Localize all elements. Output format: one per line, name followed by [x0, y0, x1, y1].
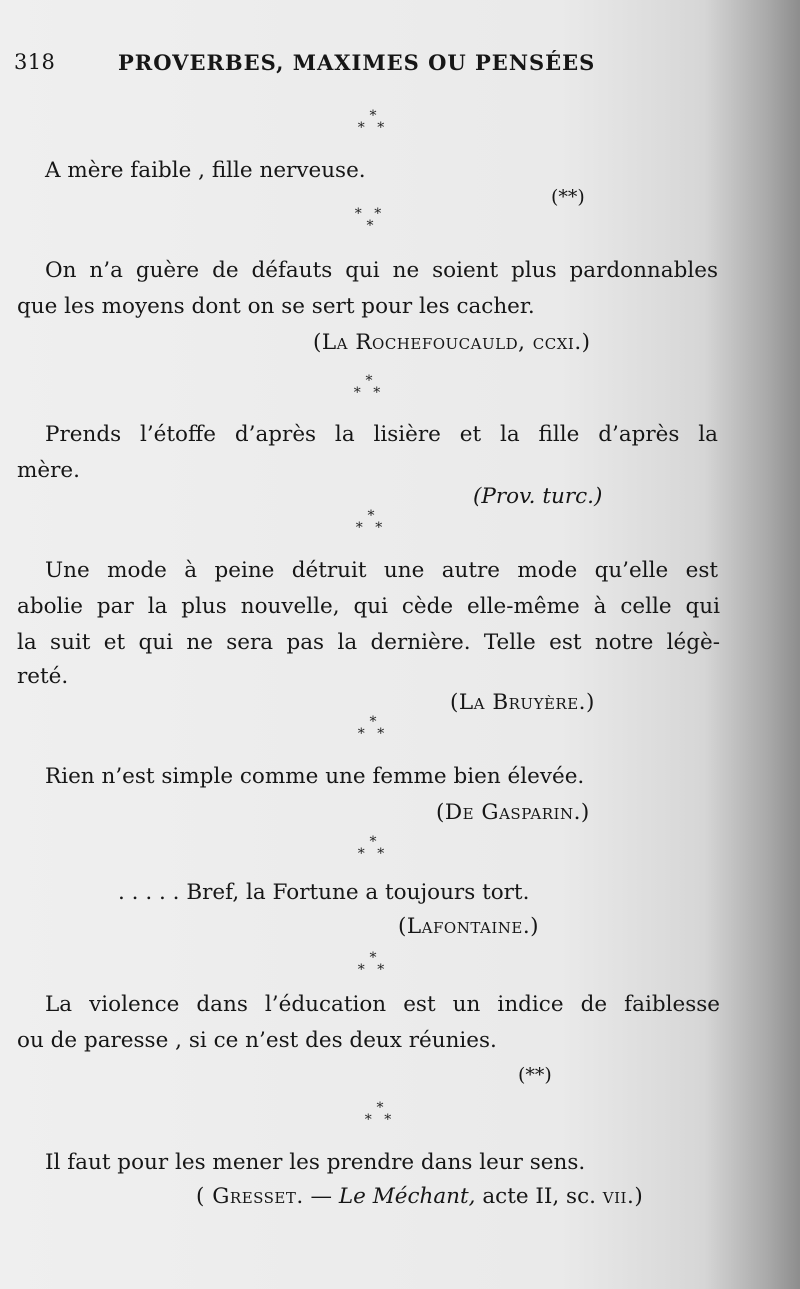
- asterism-ornament: * * *: [357, 834, 389, 862]
- maxim-line: ou de paresse , si ce n’est des deux réunies.: [17, 1028, 497, 1053]
- maxim-line: reté.: [17, 664, 69, 689]
- attribution: (**): [518, 1064, 552, 1086]
- attribution: (**): [551, 186, 585, 208]
- asterism-ornament: * * *: [357, 714, 389, 742]
- attribution: (Prov. turc.): [473, 484, 603, 509]
- maxim-line: Il faut pour les mener les prendre dans leur sens.: [45, 1150, 586, 1175]
- running-title: PROVERBES, MAXIMES OU PENSÉES: [118, 50, 596, 75]
- attribution: (De Gasparin.): [436, 800, 590, 825]
- attribution: ( Gresset. — Le Méchant, acte II, sc. vii.): [196, 1184, 644, 1209]
- page-number: 318: [14, 50, 56, 74]
- maxim-line: Prends l’étoffe d’après la lisière et la fille d’après la: [45, 422, 718, 447]
- maxim-line: abolie par la plus nouvelle, qui cède elle-même à celle qui: [17, 594, 720, 619]
- asterism-ornament: * * *: [357, 108, 389, 136]
- attribution: (La Bruyère.): [450, 690, 595, 715]
- maxim-line: On n’a guère de défauts qui ne soient plus pardonnables: [45, 258, 718, 283]
- asterism-ornament: * * *: [364, 1100, 396, 1128]
- asterism-ornament: * * *: [355, 508, 387, 536]
- maxim-line: que les moyens dont on se sert pour les cacher.: [17, 294, 535, 319]
- maxim-line: mère.: [17, 458, 80, 483]
- asterism-ornament: * * *: [357, 950, 389, 978]
- maxim-line: A mère faible , fille nerveuse.: [45, 158, 366, 183]
- maxim-line: Une mode à peine détruit une autre mode qu’elle est: [45, 558, 718, 583]
- asterism-ornament: * * *: [354, 206, 386, 234]
- attribution: (Lafontaine.): [398, 914, 540, 939]
- maxim-line: La violence dans l’éducation est un indice de faiblesse: [45, 992, 720, 1017]
- maxim-line: la suit et qui ne sera pas la dernière. Telle est notre légè-: [17, 630, 720, 655]
- maxim-line: . . . . . Bref, la Fortune a toujours tort.: [118, 880, 530, 905]
- attribution: (La Rochefoucauld, ccxi.): [313, 330, 591, 355]
- maxim-line: Rien n’est simple comme une femme bien élevée.: [45, 764, 585, 789]
- asterism-ornament: * * *: [353, 373, 385, 401]
